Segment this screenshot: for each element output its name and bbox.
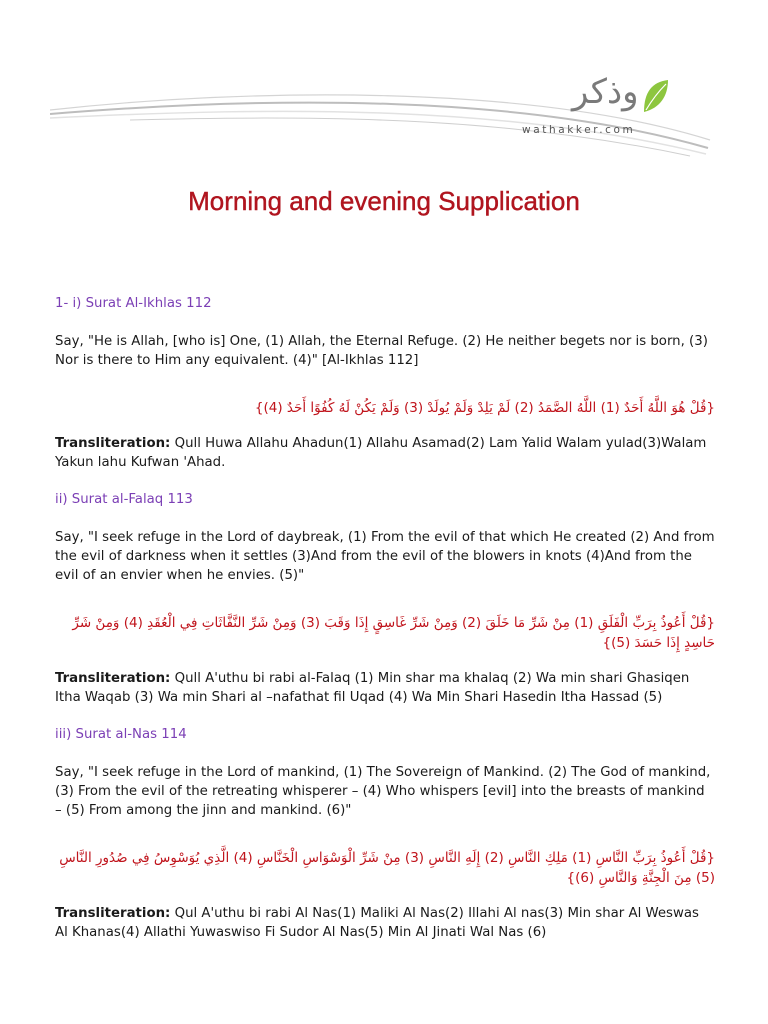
section-heading: iii) Surat al-Nas 114	[55, 727, 187, 742]
section-nas	[55, 725, 715, 942]
transliteration-label: Transliteration:	[55, 671, 171, 686]
arabic-verse: {قُلْ أَعُوذُ بِرَبِّ النَّاسِ (1) مَلِكِ النَّاسِ (2) إِلَهِ النَّاسِ (3) مِنْ شَرِّ الْوَسْوَاسِ الْخَنَّاسِ (4) الَّذِي يُوَسْوِسُ فِي صُدُورِ النَّاسِ (5) مِنَ الْجِنَّةِ وَالنَّاسِ (6)}	[59, 850, 715, 886]
transliteration-paragraph	[55, 669, 715, 707]
transliteration-text: Qul A'uthu bi rabi Al Nas(1) Maliki Al Nas(2) Illahi Al nas(3) Min shar Al Weswas Al Khanas(4) Allathi Yuwaswiso Fi Sudor Al Nas(5) Min Al Jinati Wal Nas (6)	[55, 906, 699, 940]
transliteration-paragraph	[55, 904, 715, 942]
site-logo[interactable]	[522, 72, 680, 142]
transliteration-label: Transliteration:	[55, 906, 171, 921]
transliteration-label: Transliteration:	[55, 436, 171, 451]
section-heading: ii) Surat al-Falaq 113	[55, 492, 193, 507]
logo-arabic-text: وذكر	[572, 72, 639, 112]
transliteration-paragraph	[55, 434, 715, 472]
translation-paragraph: Say, "I seek refuge in the Lord of daybreak, (1) From the evil of that which He created (2) And from the evil of darkness when it settles (3)And from the evil of the blowers in knots (4)And from the evil of an envier when he envies. (5)"	[55, 530, 715, 583]
leaf-icon	[642, 78, 670, 114]
transliteration-text: Qull Huwa Allahu Ahadun(1) Allahu Asamad(2) Lam Yalid Walam yulad(3)Walam Yakun lahu Kufwan 'Ahad.	[55, 436, 707, 470]
arabic-verse: {قُلْ أَعُوذُ بِرَبِّ الْفَلَقِ (1) مِنْ شَرِّ مَا خَلَقَ (2) وَمِنْ شَرِّ غَاسِقٍ إِذَا وَقَبَ (3) وَمِنْ شَرِّ النَّفَّاثَاتِ فِي الْعُقَدِ (4) وَمِنْ شَرِّ حَاسِدٍ إِذَا حَسَدَ (5)}	[72, 615, 715, 651]
page-header	[0, 0, 768, 170]
section-ikhlas	[55, 294, 715, 472]
section-falaq	[55, 490, 715, 707]
translation-paragraph: Say, "He is Allah, [who is] One, (1) Allah, the Eternal Refuge. (2) He neither begets nor is born, (3) Nor is there to Him any equivalent. (4)" [Al-Ikhlas 112]	[55, 334, 708, 368]
transliteration-text: Qull A'uthu bi rabi al-Falaq (1) Min shar ma khalaq (2) Wa min shari Ghasiqen Itha Waqab (3) Wa min Shari al –nafathat fil Uqad (4) Wa Min Shari Hasedin Itha Hassad (5)	[55, 671, 690, 705]
logo-url: wathakker.com	[522, 124, 636, 136]
translation-paragraph: Say, "I seek refuge in the Lord of mankind, (1) The Sovereign of Mankind. (2) The God of mankind, (3) From the evil of the retreating whisperer – (4) Who whispers [evil] into the breasts of mankind – (5) From among the jinn and mankind. (6)"	[55, 765, 711, 818]
page-title: Morning and evening Supplication	[188, 186, 580, 216]
section-heading: 1- i) Surat Al-Ikhlas 112	[55, 296, 212, 311]
arabic-verse: {قُلْ هُوَ اللَّهُ أَحَدٌ (1) اللَّهُ الصَّمَدُ (2) لَمْ يَلِدْ وَلَمْ يُولَدْ (3) وَلَمْ يَكُنْ لَهُ كُفُوًا أَحَدٌ (4)}	[254, 400, 715, 416]
document-body	[55, 294, 715, 942]
